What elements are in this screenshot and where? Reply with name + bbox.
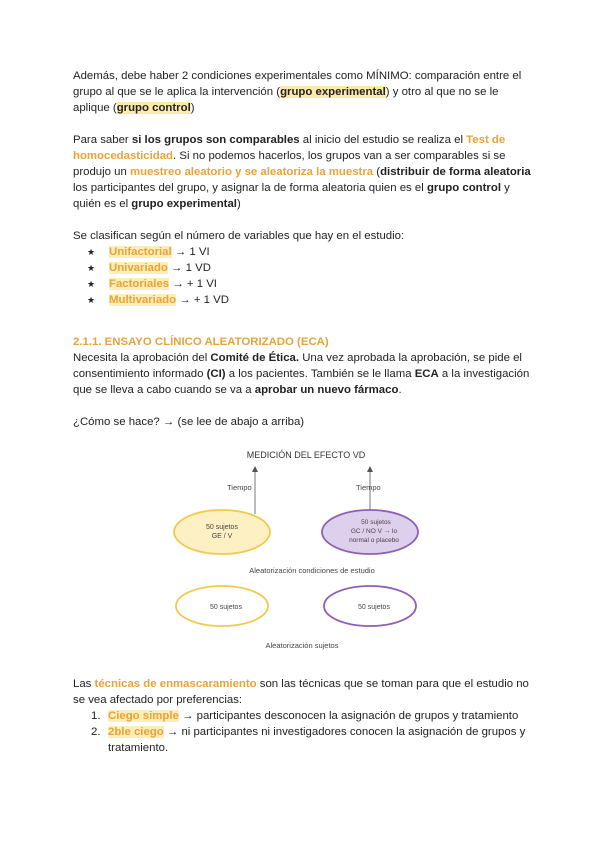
paragraph-comparable (73, 132, 533, 212)
text: son las técnicas que se toman para que el estudio no se vea afectado por preferencias: (73, 678, 529, 706)
term-rest: → 1 VD (167, 262, 211, 274)
highlight-grupo-control: grupo control (116, 102, 191, 114)
term-rest: → 1 VI (171, 246, 210, 258)
orange-term: Test de homocedasticidad (73, 134, 506, 162)
text: . Si no podemos hacerlos, los grupos van a ser comparables si se produjo un (73, 150, 506, 178)
list-item (87, 276, 533, 292)
term: Unifactorial (109, 246, 172, 258)
bold-text: Comité de Ética. (210, 352, 300, 364)
how-text: ¿Cómo se hace? → (se lee de abajo a arriba) (73, 416, 305, 428)
randomization-subjects-label: Aleatorización sujetos (265, 641, 339, 650)
text: Para saber (73, 134, 132, 146)
section-heading: 2.1.1. ENSAYO CLÍNICO ALEATORIZADO (ECA) (73, 336, 329, 348)
text: Además, debe haber 2 condiciones experimentales como MÍNIMO: comparación entre el grupo al que se le aplica la intervención ( (73, 70, 522, 98)
list-number: 2. (91, 726, 101, 738)
eca-diagram (170, 442, 430, 662)
group-gc-label: GC / NO V → lo (350, 528, 398, 535)
group-ge-label: GE / V (211, 533, 233, 540)
star-icon: ★ (87, 247, 96, 257)
list-item (87, 260, 533, 276)
highlight-grupo-experimental: grupo experimental (280, 86, 386, 98)
list-item (91, 708, 533, 724)
bold-text: grupo control (426, 182, 501, 194)
star-icon: ★ (87, 263, 96, 273)
sample-left-count: 50 sujetos (210, 604, 242, 611)
star-icon: ★ (87, 295, 96, 305)
bold-text: grupo experimental (131, 198, 237, 210)
text: a la investigación que se lleva a cabo cuando se va a (73, 368, 530, 396)
classify-list (73, 244, 533, 308)
classify-intro: Se clasifican según el número de variables que hay en el estudio: (73, 230, 405, 242)
text: al inicio del estudio se realiza el (299, 134, 467, 146)
paragraph-eca (73, 350, 533, 398)
document-body (73, 68, 533, 430)
text: a los pacientes. También se le llama (225, 368, 415, 380)
term: Ciego simple (108, 710, 179, 722)
group-ge-count: 50 sujetos (206, 524, 238, 531)
randomization-conditions-label: Aleatorización condiciones de estudio (249, 566, 375, 575)
text: y quién es el (73, 182, 510, 210)
term: Univariado (109, 262, 168, 274)
sample-right-count: 50 sujetos (358, 604, 390, 611)
text: Una vez aprobada la aprobación, se pide el consentimiento informado (73, 352, 522, 380)
bold-text: (CI) (206, 368, 226, 380)
term: Factoriales (109, 278, 170, 290)
term-rest: → + 1 VI (169, 278, 217, 290)
star-icon: ★ (87, 279, 96, 289)
text: . (398, 384, 402, 396)
text: Las (73, 678, 95, 690)
group-ge-ellipse (174, 510, 270, 554)
time-label-left: Tiempo (227, 483, 252, 492)
list-item (87, 292, 533, 308)
text: ) (190, 102, 195, 114)
text: ) y otro al que no se le aplique ( (73, 86, 499, 114)
text: ) (236, 198, 241, 210)
bold-text: si los grupos son comparables (131, 134, 300, 146)
group-gc-placebo: normal o placebo (349, 537, 399, 544)
orange-term: técnicas de enmascaramiento (94, 678, 257, 690)
bold-text: ECA (414, 368, 439, 380)
arrow-left-head (252, 466, 258, 472)
text: ( (373, 166, 381, 178)
list-number: 1. (91, 710, 101, 722)
paragraph-masking (73, 676, 533, 708)
time-label-right: Tiempo (356, 483, 381, 492)
arrow-right-head (367, 466, 373, 472)
bold-text: distribuir de forma aleatoria (380, 166, 531, 178)
list-item (87, 244, 533, 260)
term-rest: → + 1 VD (176, 294, 229, 306)
list-item (91, 724, 533, 756)
orange-term: muestreo aleatorio y se aleatoriza la muestra (130, 166, 374, 178)
term-rest: → participantes desconocen la asignación de grupos y tratamiento (178, 710, 519, 722)
diagram-title: MEDICIÓN DEL EFECTO VD (246, 450, 366, 460)
masking-section (73, 676, 533, 756)
text: Necesita la aprobación del (73, 352, 211, 364)
masking-list (73, 708, 533, 756)
term: 2ble ciego (108, 726, 164, 738)
group-gc-count: 50 sujetos (361, 519, 391, 526)
bold-text: aprobar un nuevo fármaco (254, 384, 399, 396)
term: Multivariado (109, 294, 177, 306)
term-rest: → ni participantes ni investigadores conocen la asignación de grupos y tratamiento. (108, 726, 526, 754)
paragraph-conditions (73, 68, 533, 116)
text: los participantes del grupo, y asignar la de forma aleatoria quien es el (73, 182, 427, 194)
